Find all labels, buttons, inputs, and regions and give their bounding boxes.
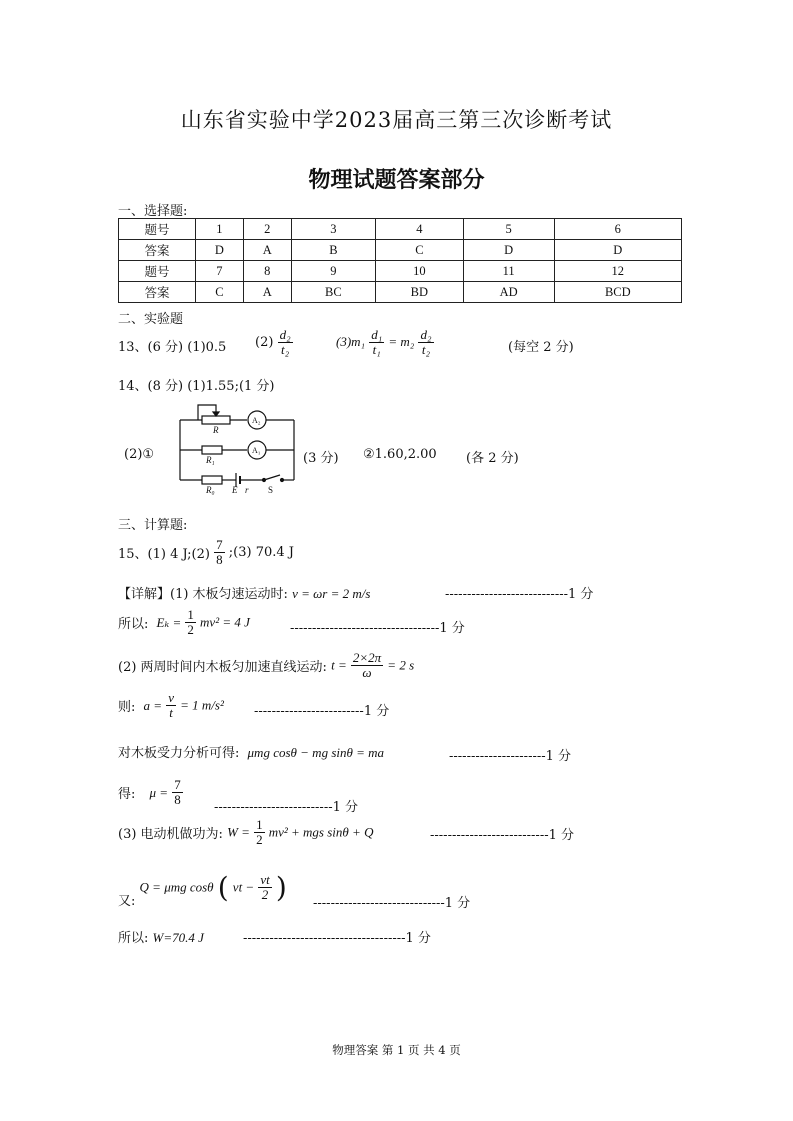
circuit-label-A1: A₁ — [252, 446, 261, 455]
page-footer: 物理答案 第 1 页 共 4 页 — [332, 1043, 461, 1057]
circuit-label-R1: R₁ — [206, 455, 215, 465]
q13-part3 — [336, 328, 434, 357]
q15-answer-line — [118, 538, 294, 567]
q14-part2-score: (3 分) — [303, 451, 339, 466]
q13-fraction — [369, 328, 384, 357]
answer-table-cell: 6 — [554, 219, 681, 240]
exam-title: 山东省实验中学2023届高三第三次诊断考试 — [180, 108, 613, 132]
step-text: 【详解】(1) 木板匀速运动时: — [118, 587, 288, 602]
answer-table-cell: 10 — [376, 261, 464, 282]
circuit-diagram — [176, 400, 300, 496]
q13-part3-label: (3)m₁ — [336, 334, 366, 349]
answer-table-row — [119, 261, 682, 282]
q13-fraction — [278, 328, 293, 357]
answer-table-cell: 9 — [291, 261, 375, 282]
answer-table-cell: 3 — [291, 219, 375, 240]
step-fraction-num: 1 — [187, 607, 194, 622]
q14-part2-note: (各 2 分) — [466, 451, 519, 466]
answer-table-cell: 8 — [243, 261, 291, 282]
answer-table-cell: BC — [291, 282, 375, 303]
section-heading-experiment: 二、实验题 — [118, 312, 184, 327]
answer-table-cell: D — [554, 240, 681, 261]
q13-part2 — [255, 328, 293, 357]
solution-step-6 — [118, 778, 183, 807]
section-heading-calc: 三、计算题: — [118, 518, 188, 533]
q15-fraction-den: 8 — [216, 552, 223, 567]
answer-table-cell: 7 — [196, 261, 244, 282]
q13-fraction-den: t₂ — [421, 342, 431, 357]
step-equation: = 1 m/s² — [180, 697, 224, 713]
step-fraction — [166, 691, 176, 720]
q13-fraction-den: t₁ — [372, 342, 381, 357]
q13-line — [118, 336, 226, 355]
step-equation: a = — [143, 697, 163, 713]
answer-table-cell: B — [291, 240, 375, 261]
step-fraction — [185, 608, 196, 637]
step-fraction-num: 2×2π — [352, 650, 382, 665]
step-fraction — [254, 818, 265, 847]
step-text: 得: — [118, 787, 136, 802]
q14-part2-second: ②1.60,2.00 — [363, 447, 437, 462]
q13-prefix: 13、(6 分) (1)0.5 — [118, 340, 227, 355]
step-equation: μ = — [149, 784, 169, 800]
answer-table-row-header: 答案 — [119, 240, 196, 261]
step-9-score: -------------------------------------1 分 — [243, 931, 431, 946]
answer-table-cell: D — [196, 240, 244, 261]
step-7-score: ---------------------------1 分 — [430, 828, 575, 843]
step-fraction-den: 2 — [256, 832, 263, 847]
step-text: 又: — [118, 894, 136, 909]
answer-table-cell: 5 — [463, 219, 554, 240]
q13-fraction-num: d₂ — [420, 327, 432, 342]
step-fraction-num: vt — [260, 872, 270, 887]
solution-step-9 — [118, 927, 204, 946]
step-fraction-den: ω — [362, 665, 372, 680]
q14-line1: 14、(8 分) (1)1.55;(1 分) — [118, 379, 275, 394]
step-text: (3) 电动机做功为: — [118, 827, 223, 842]
step-fraction-den: 2 — [261, 887, 269, 902]
q15-answer-b: ;(3) 70.4 J — [228, 545, 294, 560]
solution-step-2 — [118, 608, 250, 637]
circuit-label-R: R — [213, 425, 219, 435]
step-fraction-den: 8 — [174, 792, 181, 807]
step-2-score: ----------------------------------1 分 — [290, 621, 465, 636]
step-text: 对木板受力分析可得: — [118, 746, 240, 761]
answer-table-row-header: 题号 — [119, 219, 196, 240]
answer-table-cell: BCD — [554, 282, 681, 303]
answer-table-cell: C — [196, 282, 244, 303]
step-equation: Q = μmg cosθ — [139, 879, 214, 895]
paren-open: ( — [217, 871, 229, 904]
q13-fraction-den: t₂ — [281, 342, 290, 357]
q13-fraction-num: d₁ — [371, 327, 383, 342]
step-equation: mv² = 4 J — [200, 614, 250, 630]
answer-table-row-header: 题号 — [119, 261, 196, 282]
step-4-score: -------------------------1 分 — [254, 704, 390, 719]
answer-table-row — [119, 240, 682, 261]
page-subtitle: 物理试题答案部分 — [308, 168, 485, 193]
step-text: 则: — [118, 700, 136, 715]
step-fraction-den: t — [169, 705, 173, 720]
solution-step-7 — [118, 818, 373, 847]
step-6-score: ---------------------------1 分 — [214, 800, 359, 815]
q13-part2-label: (2) — [255, 335, 274, 350]
answer-table — [118, 218, 682, 303]
circuit-label-R0: R₀ — [206, 485, 215, 495]
answer-table-cell: 11 — [463, 261, 554, 282]
paren-close: ) — [275, 871, 287, 904]
answer-table-cell: 1 — [196, 219, 244, 240]
circuit-label-A2: A₂ — [252, 416, 261, 425]
answer-table-row — [119, 282, 682, 303]
answer-table-row-header: 答案 — [119, 282, 196, 303]
step-fraction-den: 2 — [187, 622, 194, 637]
answer-table-cell: A — [243, 282, 291, 303]
answer-table-cell: C — [376, 240, 464, 261]
step-text: 所以: — [118, 931, 149, 946]
answer-table-row — [119, 219, 682, 240]
q13-part3-mid: = m₂ — [388, 334, 415, 349]
solution-step-1 — [118, 583, 370, 602]
step-equation: μmg cosθ − mg sinθ = ma — [247, 745, 385, 760]
solution-step-3 — [118, 651, 414, 680]
step-equation: t = — [331, 657, 347, 673]
step-fraction — [172, 778, 183, 807]
step-equation: mv² + mgs sinθ + Q — [268, 824, 374, 840]
step-text: 所以: — [118, 617, 149, 632]
step-fraction-num: 7 — [174, 777, 181, 792]
step-fraction — [351, 651, 383, 680]
section-heading-choice: 一、选择题: — [118, 204, 188, 219]
q13-fraction-num: d₂ — [279, 327, 291, 342]
step-equation: W=70.4 J — [152, 930, 204, 945]
step-text: (2) 两周时间内木板匀加速直线运动: — [118, 660, 327, 675]
step-equation: v = ωr = 2 m/s — [292, 586, 371, 601]
circuit-label-S: S — [268, 485, 274, 495]
step-fraction-num: v — [168, 690, 174, 705]
q13-fraction — [418, 328, 433, 357]
step-equation: W = — [227, 824, 250, 840]
answer-table-cell: A — [243, 240, 291, 261]
step-equation: = 2 s — [387, 657, 415, 673]
q15-answer-fraction — [214, 538, 225, 567]
q15-answer-a: 15、(1) 4 J;(2) — [118, 547, 210, 562]
circuit-label-r: r — [245, 485, 249, 495]
q15-fraction-num: 7 — [216, 537, 223, 552]
step-1-score: ----------------------------1 分 — [445, 587, 594, 602]
solution-step-5 — [118, 742, 384, 761]
step-equation: Eₖ = — [156, 614, 182, 630]
q14-part2-prefix: (2)① — [124, 447, 155, 462]
solution-step-8 — [118, 866, 287, 909]
q13-note: (每空 2 分) — [508, 340, 574, 355]
step-5-score: ----------------------1 分 — [449, 749, 572, 764]
answer-table-cell: BD — [376, 282, 464, 303]
circuit-label-E: E — [232, 485, 238, 495]
answer-table-cell: 2 — [243, 219, 291, 240]
step-equation: vt − — [232, 879, 255, 895]
answer-table-cell: D — [463, 240, 554, 261]
step-fraction-num: 1 — [256, 817, 263, 832]
answer-table-cell: AD — [463, 282, 554, 303]
step-8-score: ------------------------------1 分 — [313, 896, 471, 911]
answer-table-cell: 12 — [554, 261, 681, 282]
solution-step-4 — [118, 691, 224, 720]
step-fraction — [258, 873, 271, 902]
answer-table-cell: 4 — [376, 219, 464, 240]
